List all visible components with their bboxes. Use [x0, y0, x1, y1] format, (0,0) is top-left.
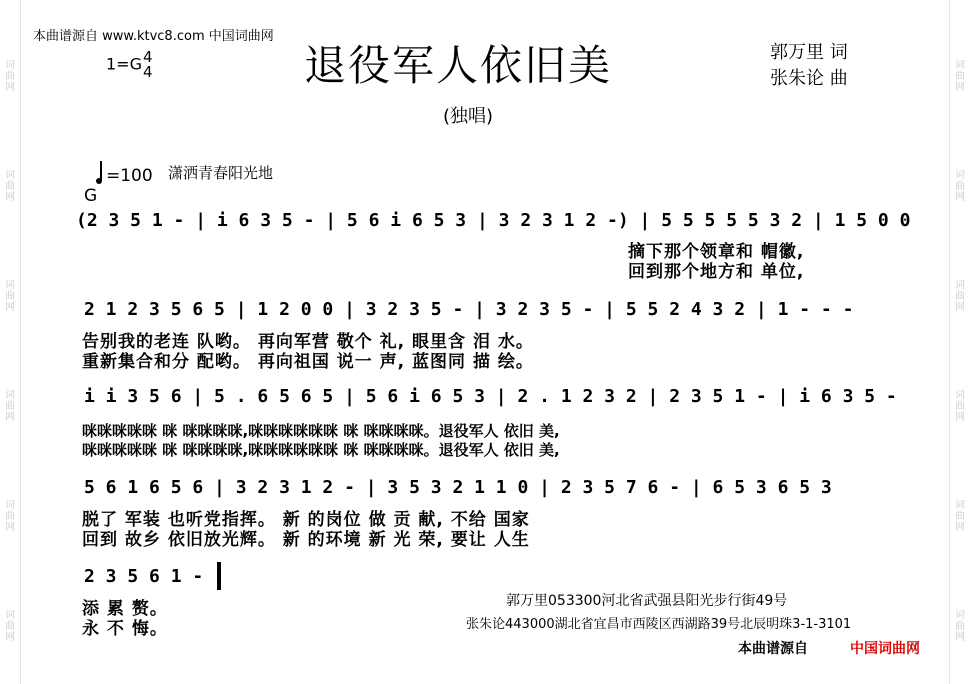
right-watermark-strip — [949, 0, 970, 684]
notation-row-2: 2 1 2 3 5 6 5 | 1 2 0 0 | 3 2 3 5 - | 3 2 3 5 - | 5 5 2 4 3 2 | 1 - - - — [84, 299, 854, 320]
watermark-text: 词曲网 — [955, 280, 965, 313]
watermark-text: 词曲网 — [5, 500, 15, 533]
key-signature — [106, 50, 153, 80]
source-text: 本曲谱源自 www.ktvc8.com 中国词曲网 — [33, 29, 274, 44]
lyrics-row-5-verse-2: 永 不 悔。 — [82, 619, 168, 639]
notation-row-1: (2 3 5 1 - | i 6 3 5 - | 5 6 i 6 5 3 | 3 2 3 1 2 -) | 5 5 5 5 5 3 2 | 1 5 0 0 — [76, 210, 911, 231]
watermark-text: 词曲网 — [5, 610, 15, 643]
lyrics-row-4-verse-1: 脱了 军装 也听党指挥。 新 的岗位 做 贡 献, 不给 国家 — [82, 510, 530, 530]
lyricist-address: 郭万里053300河北省武强县阳光步行街49号 — [506, 593, 788, 609]
lyrics-row-2-verse-1: 告别我的老连 队哟。 再向军营 敬个 礼, 眼里含 泪 水。 — [82, 332, 534, 352]
watermark-text: 词曲网 — [5, 60, 15, 93]
lyrics-row-3-verse-1: 咪咪咪咪咪 咪 咪咪咪咪,咪咪咪咪咪咪 咪 咪咪咪咪。退役军人 依旧 美, — [82, 422, 560, 440]
key-prefix: 1=G — [106, 54, 142, 74]
lyrics-row-1-verse-1: 摘下那个领章和 帽徽, — [628, 242, 805, 262]
composer-credit: 张朱论 曲 — [770, 68, 848, 89]
song-title: 退役军人依旧美 — [304, 41, 613, 90]
watermark-text: 词曲网 — [955, 500, 965, 533]
note-stem — [100, 161, 102, 181]
watermark-text: 词曲网 — [5, 390, 15, 423]
notation-row-5: 2 3 5 6 1 - — [84, 566, 204, 587]
time-bottom: 4 — [142, 63, 153, 81]
watermark-text: 词曲网 — [5, 170, 15, 203]
lyrics-row-2-verse-2: 重新集合和分 配哟。 再向祖国 说一 声, 蓝图同 描 绘。 — [82, 352, 534, 372]
lyrics-row-4-verse-2: 回到 故乡 依旧放光辉。 新 的环境 新 光 荣, 要让 人生 — [82, 530, 530, 550]
lyrics-row-1-verse-2: 回到那个地方和 单位, — [628, 262, 805, 282]
chord-label: G — [84, 186, 98, 206]
left-watermark-strip — [0, 0, 21, 684]
lyrics-row-3-verse-2: 咪咪咪咪咪 咪 咪咪咪咪,咪咪咪咪咪咪 咪 咪咪咪咪。退役军人 依旧 美, — [82, 441, 560, 459]
footer-source-label: 本曲谱源自 — [738, 641, 808, 657]
song-subtitle: (独唱) — [443, 106, 494, 127]
watermark-text: 词曲网 — [955, 170, 965, 203]
watermark-text: 词曲网 — [955, 390, 965, 423]
watermark-text: 词曲网 — [5, 280, 15, 313]
lyricist-credit: 郭万里 词 — [770, 42, 848, 63]
final-barline — [217, 562, 221, 590]
expression-mark: 潇洒青春阳光地 — [168, 164, 274, 182]
lyrics-row-5-verse-1: 添 累 赘。 — [82, 599, 168, 619]
tempo-marking: =100 — [106, 166, 153, 186]
composer-address: 张朱论443000湖北省宜昌市西陵区西湖路39号北辰明珠3-1-3101 — [466, 617, 852, 632]
notation-row-4: 5 6 1 6 5 6 | 3 2 3 1 2 - | 3 5 3 2 1 1 0 | 2 3 5 7 6 - | 6 5 3 6 5 3 — [84, 477, 832, 498]
time-top: 4 — [142, 48, 153, 66]
notation-row-3: i i 3 5 6 | 5 . 6 5 6 5 | 5 6 i 6 5 3 | 2 . 1 2 3 2 | 2 3 5 1 - | i 6 3 5 - — [84, 386, 897, 407]
time-signature — [143, 50, 153, 80]
watermark-text: 词曲网 — [955, 60, 965, 93]
watermark-text: 词曲网 — [955, 610, 965, 643]
footer-site-name: 中国词曲网 — [850, 641, 920, 657]
